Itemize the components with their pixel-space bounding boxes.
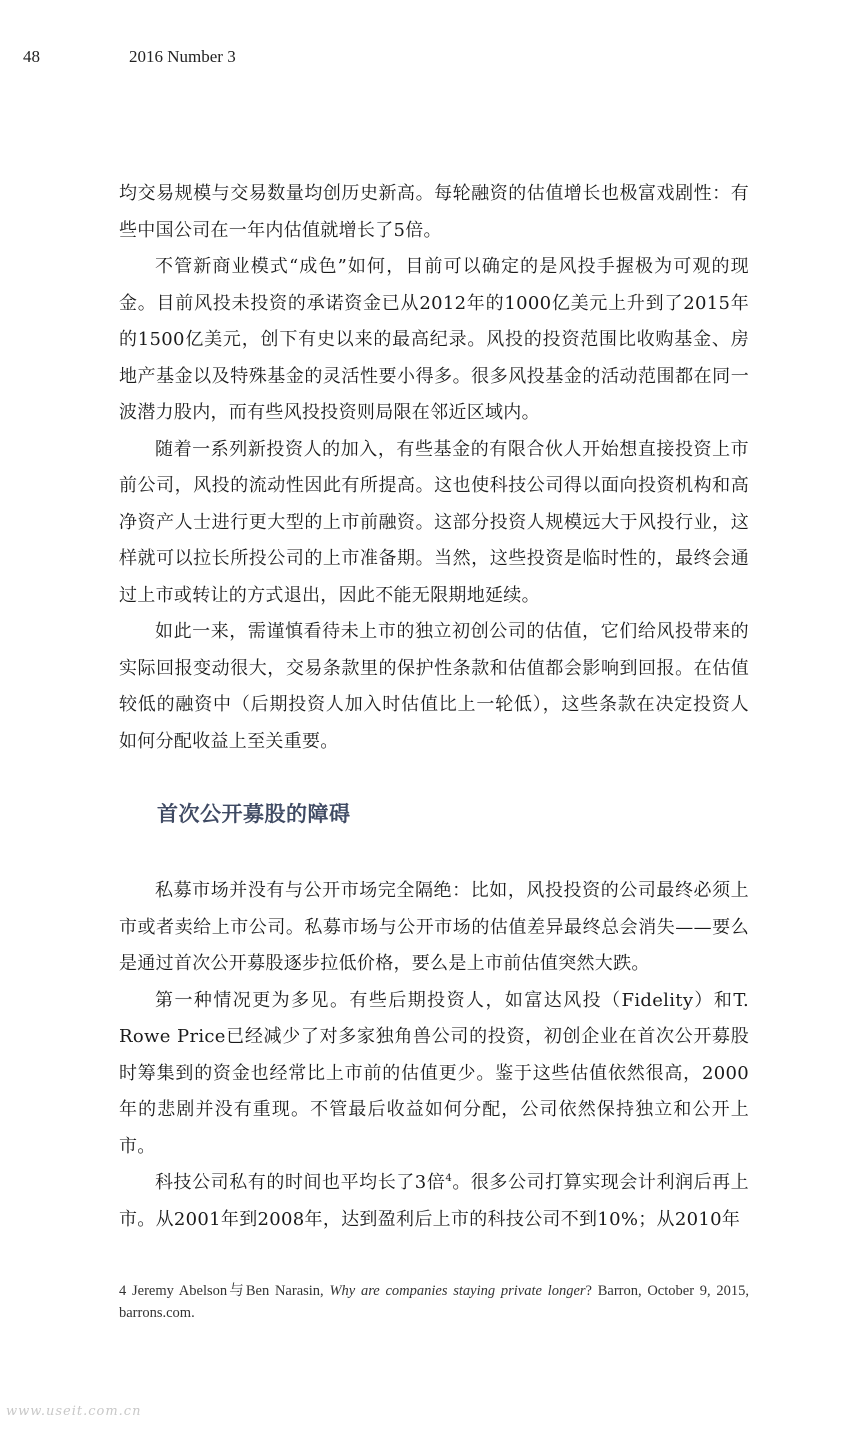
- paragraph: 均交易规模与交易数量均创历史新高。每轮融资的估值增长也极富戏剧性：有些中国公司在一年内估值就增长了5倍。: [119, 183, 749, 241]
- paragraph: 私募市场并没有与公开市场完全隔绝：比如，风投投资的公司最终必须上市或者卖给上市公司。私募市场与公开市场的估值差异最终总会消失——要么是通过首次公开募股逐步拉低价格，要么是上市前估值突然大跌。: [119, 880, 749, 974]
- paragraph-text: 。很多公司打算实现会计利润后再上市。从2001年到2008年，达到盈利后上市的科技公司不到10%；从2010年: [119, 1172, 749, 1230]
- paragraph: 随着一系列新投资人的加入，有些基金的有限合伙人开始想直接投资上市前公司，风投的流动性因此有所提高。这也使科技公司得以面向投资机构和高净资产人士进行更大型的上市前融资。这部分投资人规模远大于风投行业，这样就可以拉长所投公司的上市准备期。当然，这些投资是临时性的，最终会通过上市或转让的方式退出，因此不能无限期地延续。: [119, 438, 749, 606]
- paragraph: 第一种情况更为多见。有些后期投资人，如富达风投（Fidelity）和T. Rowe Price已经减少了对多家独角兽公司的投资，初创企业在首次公开募股时筹集到的资金也经常比上市前的估值更少。鉴于这些估值依然很高，2000年的悲剧并没有重现。不管最后收益如何分配，公司依然保持独立和公开上市。: [119, 989, 749, 1157]
- watermark: www.useit.com.cn: [6, 1404, 142, 1419]
- paragraph: [119, 1165, 749, 1238]
- paragraph-text: 科技公司私有的时间也平均长了3倍: [155, 1172, 446, 1193]
- footnote-title: Why are companies staying private longer: [329, 1283, 586, 1299]
- footnote-marker: 4: [445, 1173, 453, 1184]
- paragraph: 不管新商业模式“成色”如何，目前可以确定的是风投手握极为可观的现金。目前风投未投资的承诺资金已从2012年的1000亿美元上升到了2015年的1500亿美元，创下有史以来的最高纪录。风投的投资范围比收购基金、房地产基金以及特殊基金的灵活性要小得多。很多风投基金的活动范围都在同一波潜力股内，而有些风投投资则局限在邻近区域内。: [119, 256, 749, 423]
- page-header: [23, 47, 236, 67]
- page-number: 48: [23, 47, 40, 66]
- section-heading: 首次公开募股的障碍: [157, 802, 351, 826]
- paragraph: 如此一来，需谨慎看待未上市的独立初创公司的估值，它们给风投带来的实际回报变动很大，交易条款里的保护性条款和估值都会影响到回报。在估值较低的融资中（后期投资人加入时估值比上一轮低），这些条款在决定投资人如何分配收益上至关重要。: [119, 621, 749, 752]
- footnote: [119, 1280, 749, 1324]
- footnote-source: ? Barron, October 9, 2015, barrons.com.: [119, 1283, 750, 1321]
- issue-label: 2016 Number 3: [129, 47, 236, 66]
- footnote-number: 4: [119, 1283, 127, 1299]
- article-body: [119, 176, 749, 1238]
- footnote-authors: Jeremy Abelson与Ben Narasin,: [132, 1283, 324, 1299]
